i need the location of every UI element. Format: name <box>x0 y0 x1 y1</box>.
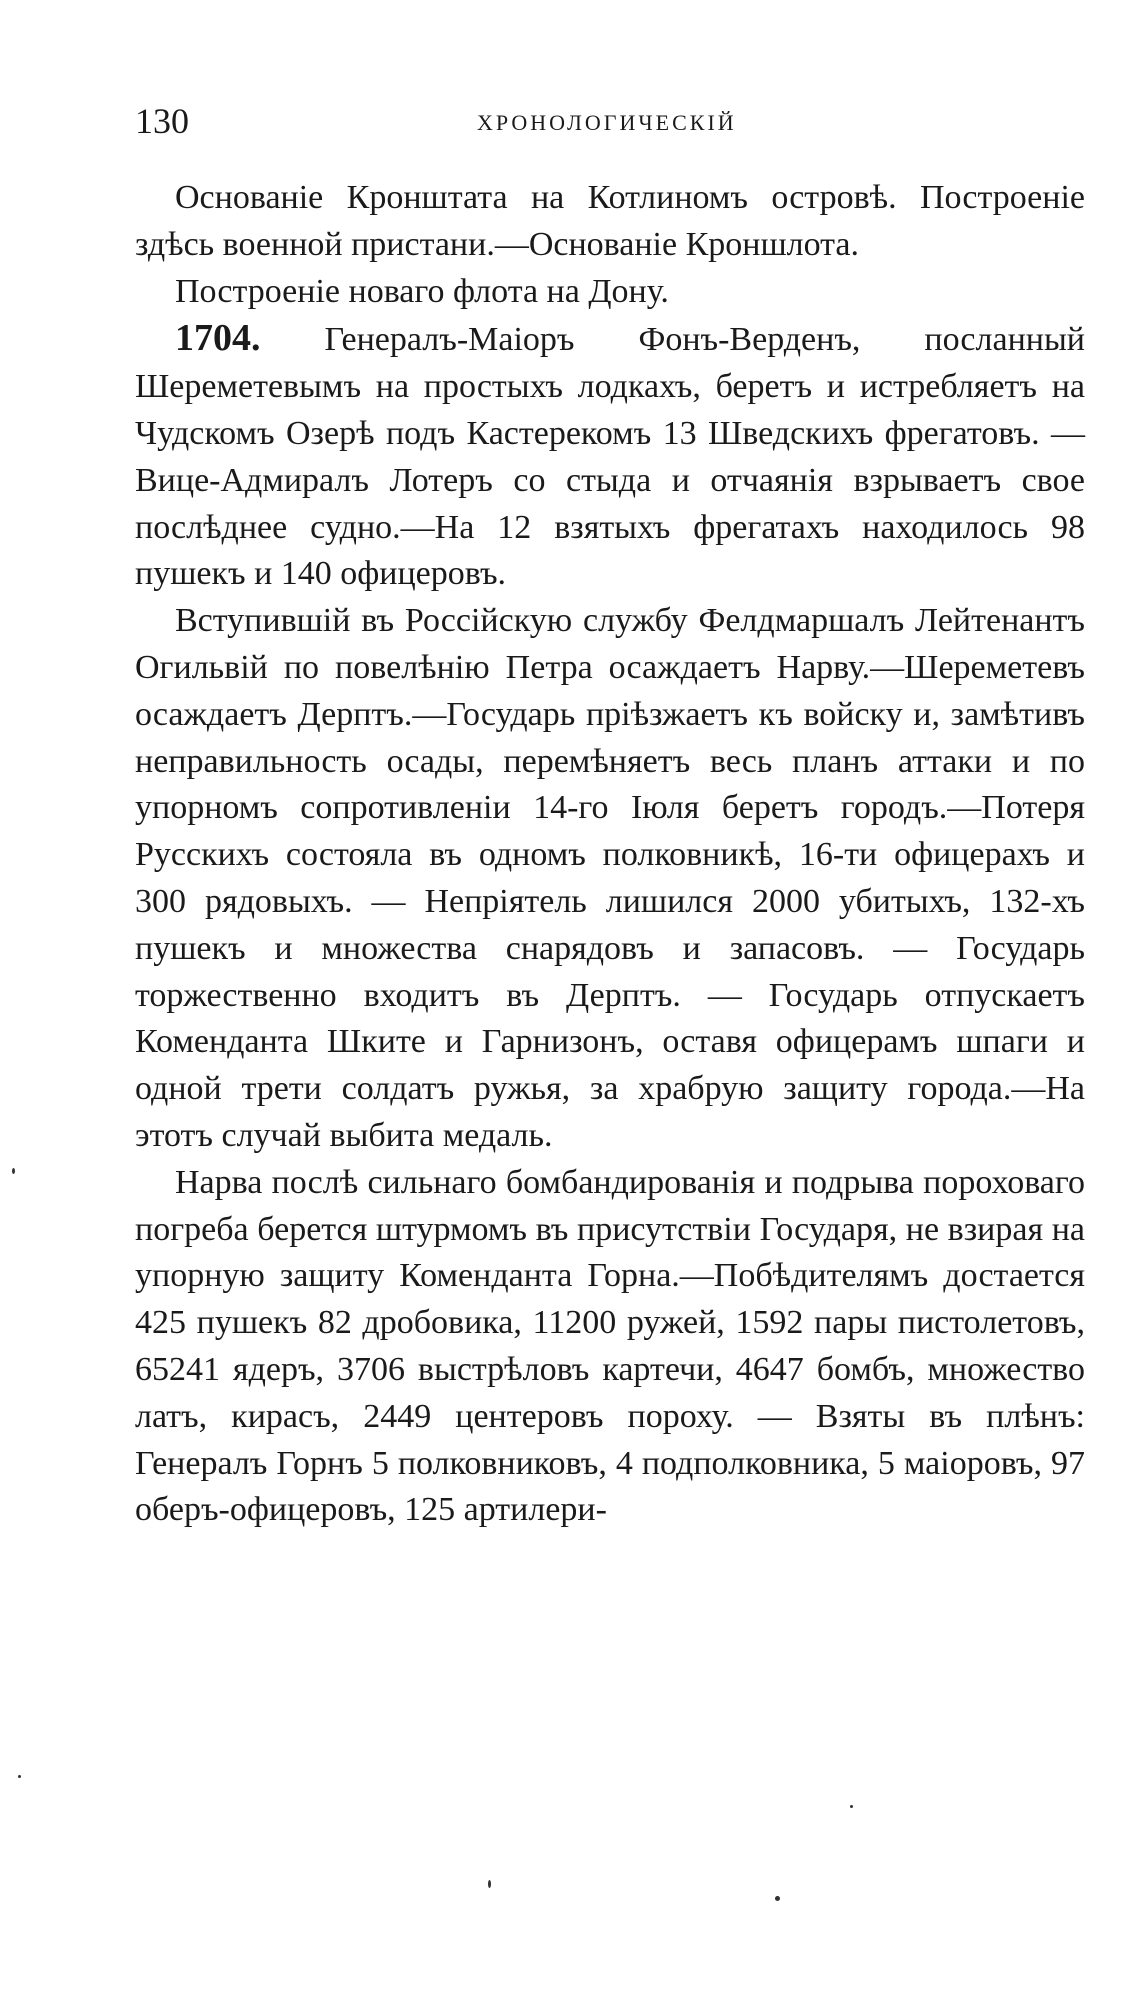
paragraph-text: Основаніе Кронштата на Котлиномъ островѣ. Построеніе здѣсь военной пристани.—Основаніе Кроншлота. <box>135 179 1085 263</box>
paragraph-text: Нарва послѣ сильнаго бомбандированія и подрыва пороховаго погреба берется штурмомъ въ присутствіи Государя, не взирая на упорную защиту Коменданта Горна.—Побѣдителямъ достается 425 пушекъ 82 дробовика, 11200 ружей, 1592 пары пистолетовъ, 65241 ядеръ, 3706 выстрѣловъ картечи, 4647 бомбъ, множество латъ, кирасъ, 2449 центеровъ пороху. — Взяты въ плѣнъ: Генералъ Горнъ 5 полковниковъ, 4 подполковника, 5 маіоровъ, 97 оберъ-офицеровъ, 125 артилери- <box>135 1163 1085 1529</box>
paragraph-narva <box>135 1160 1085 1534</box>
paragraph-kronstadt <box>135 175 1085 269</box>
paragraph-1704 <box>135 315 1085 598</box>
paragraph-dorpat <box>135 598 1085 1160</box>
running-title: ХРОНОЛОГИЧЕСКІЙ <box>477 110 737 135</box>
paragraph-don-fleet <box>135 269 1085 316</box>
paragraph-text: Генералъ-Маіоръ Фонъ-Верденъ, посланный Шереметевымъ на простыхъ лодкахъ, беретъ и истребляетъ на Чудскомъ Озерѣ подъ Кастерекомъ 13 Шведскихъ фрегатовъ. — Вице-Адмиралъ Лотеръ со стыда и отчаянія взрываетъ свое послѣднее судно.—На 12 взятыхъ фрегатахъ находилось 98 пушекъ и 140 офицеровъ. <box>135 321 1085 593</box>
running-head <box>135 100 1085 150</box>
scan-speck <box>850 1805 853 1808</box>
paragraph-text: Вступившій въ Россійскую службу Фелдмаршалъ Лейтенантъ Огильвій по повелѣнію Петра осаждаетъ Нарву.—Шереметевъ осаждаетъ Дерптъ.—Государь пріѣзжаетъ къ войску и, замѣтивъ неправильность осады, перемѣняетъ весь планъ аттаки и по упорномъ сопротивленіи 14-го Іюля беретъ городъ.—Потеря Русскихъ состояла въ одномъ полковникѣ, 16-ти офицерахъ и 300 рядовыхъ. — Непріятель лишился 2000 убитыхъ, 132-хъ пушекъ и множества снарядовъ и запасовъ. — Государь торжественно входитъ въ Дерптъ. — Государь отпускаетъ Коменданта Шките и Гарнизонъ, оставя офицерамъ шпаги и одной трети солдатъ ружья, за храбрую защиту города.—На этотъ случай выбита медаль. <box>135 602 1085 1154</box>
year-heading: 1704. <box>175 317 261 360</box>
scan-speck <box>18 1775 21 1778</box>
scan-speck <box>12 1168 15 1174</box>
page-number: 130 <box>135 101 189 141</box>
paragraph-text: Построеніе новаго флота на Дону. <box>175 272 669 310</box>
scan-speck <box>488 1880 491 1888</box>
scan-speck <box>775 1896 780 1901</box>
body-text <box>135 175 1085 1534</box>
